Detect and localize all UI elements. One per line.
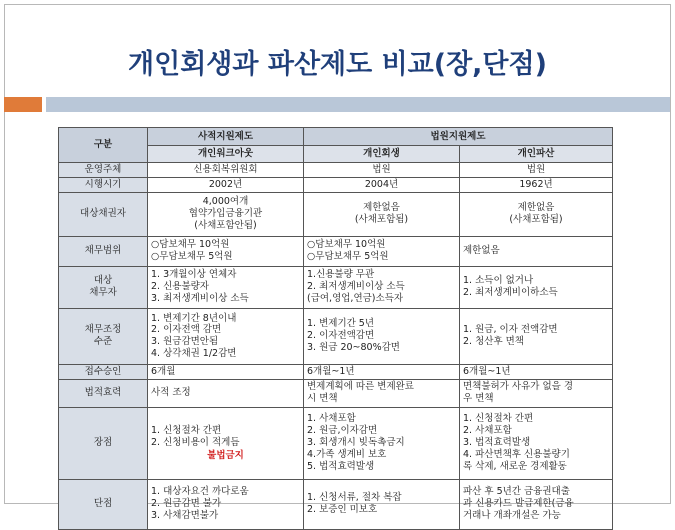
- cell-line: 6개월~1년: [307, 365, 355, 377]
- cell-line: 록 삭제, 새로운 경제활동: [463, 460, 567, 472]
- cell-line: 거래나 개좌개설은 가능: [463, 510, 561, 522]
- table-cell-c1: [148, 308, 304, 364]
- table-cell-c2: [304, 266, 460, 308]
- table-cell-c3: [460, 379, 613, 407]
- cell-line: 1. 신청서류, 절차 복잡: [307, 492, 402, 504]
- table-row: [59, 407, 613, 479]
- cell-line: 2002년: [208, 178, 243, 190]
- cell-line: 1. 대상자요건 까다로움: [151, 486, 249, 498]
- table-cell-c1: [148, 177, 304, 192]
- cell-line: 2. 신용불량자: [151, 281, 209, 293]
- cell-line: 3. 법적효력발생: [463, 437, 531, 449]
- row-label: [59, 407, 148, 479]
- table-cell-c3: [460, 407, 613, 479]
- table-cell-c2: [304, 407, 460, 479]
- cell-line: 1. 소득이 없거나: [463, 275, 534, 287]
- cell-line: 2. 사채포함: [463, 425, 512, 437]
- cell-line: 변제계획에 따른 변제완료: [307, 381, 414, 393]
- table-cell-c2: [304, 364, 460, 379]
- cell-line: ○담보채무 10억원: [151, 239, 230, 251]
- row-label: [59, 379, 148, 407]
- header-private-support: 사적지원제도: [148, 128, 304, 146]
- cell-line: 1. 신청절차 간편: [463, 413, 534, 425]
- table-cell-c2: [304, 192, 460, 236]
- cell-line: 2. 원금,이자감면: [307, 425, 378, 437]
- table-row: [59, 163, 613, 178]
- table-cell-c3: [460, 192, 613, 236]
- header-workout: 개인워크아웃: [148, 146, 304, 163]
- table-cell-c1: [148, 479, 304, 529]
- table-row: [59, 266, 613, 308]
- cell-line: 파산 후 5년간 금융권대출: [463, 486, 570, 498]
- table-cell-c2: [304, 479, 460, 529]
- table-cell-c1: [148, 407, 304, 479]
- cell-line: (사채포함됨): [354, 214, 409, 226]
- table-cell-c2: [304, 236, 460, 266]
- cell-line: 법원: [372, 164, 391, 175]
- cell-line: 협약가입금융기관: [188, 208, 263, 220]
- row-label: [59, 364, 148, 379]
- cell-line: 2. 원금감면 불가: [151, 498, 222, 510]
- cell-line: 면책불허가 사유가 없을 경: [463, 381, 574, 393]
- row-label-text: 대상채권자: [80, 208, 126, 220]
- cell-line: 1.신용불량 무관: [307, 269, 375, 281]
- cell-line: 3. 사채감면불가: [151, 510, 219, 522]
- cell-line: 2. 이자전액감면: [307, 330, 375, 342]
- header-rehabilitation: 개인회생: [304, 146, 460, 163]
- table-cell-c3: [460, 236, 613, 266]
- cell-line: 제한없음: [517, 202, 555, 214]
- cell-line: 2. 최저생계비이하소득: [463, 287, 558, 299]
- cell-line: 우 면책: [463, 393, 494, 405]
- table-row: [59, 236, 613, 266]
- row-label-text: 접수승인: [84, 365, 122, 377]
- table-cell-c1: [148, 192, 304, 236]
- row-label-text: 장점: [93, 437, 113, 449]
- row-label: [59, 163, 148, 178]
- table-cell-c1: [148, 163, 304, 178]
- cell-line: ○담보채무 10억원: [307, 239, 386, 251]
- row-label-text: 채무범위: [84, 245, 122, 257]
- cell-line: (급여,영업,연금)소득자: [307, 293, 404, 305]
- cell-line: 3. 회생개시 빚독촉금지: [307, 437, 405, 449]
- cell-line: ○무담보채무 5억원: [151, 251, 233, 263]
- cell-line: 2. 청산후 면책: [463, 336, 524, 348]
- table-cell-c2: [304, 163, 460, 178]
- table-cell-c1: [148, 236, 304, 266]
- cell-line: 2004년: [364, 178, 399, 190]
- cell-line: 5. 법적효력발생: [307, 460, 375, 472]
- table-cell-c3: [460, 308, 613, 364]
- cell-line: 과 신용카드 발급제한(금융: [463, 498, 574, 510]
- cell-line: 1. 원금, 이자 전액감면: [463, 324, 558, 336]
- comparison-table: [58, 127, 613, 530]
- cell-line: 1. 사채포함: [307, 413, 356, 425]
- cell-line: 시 면책: [307, 393, 338, 405]
- cell-line: 4. 상각채권 1/2감면: [151, 348, 237, 360]
- cell-line: 1. 3개월이상 연체자: [151, 269, 237, 281]
- cell-line: 4,000여개: [202, 196, 249, 208]
- cell-line: 6개월~1년: [463, 365, 511, 377]
- prohibited-stamp: 불법금지: [207, 449, 244, 461]
- header-bankruptcy: 개인파산: [460, 146, 613, 163]
- table-cell-c2: [304, 379, 460, 407]
- cell-line: 1. 변제기간 8년이내: [151, 312, 237, 324]
- row-label: [59, 266, 148, 308]
- comparison-table-wrapper: [58, 127, 612, 530]
- row-label: [59, 479, 148, 529]
- cell-line: (사채포함됨): [509, 214, 563, 226]
- cell-line: 3. 원금 20~80%감면: [307, 342, 400, 354]
- row-label: [59, 308, 148, 364]
- row-label: [59, 236, 148, 266]
- cell-line: 신용회복위원회: [193, 164, 258, 175]
- table-cell-c1: [148, 364, 304, 379]
- cell-line: 3. 원금감면안됨: [151, 336, 219, 348]
- cell-line: 2. 신청비용이 적게듬: [151, 436, 240, 448]
- table-row: [59, 379, 613, 407]
- table-cell-c3: [460, 163, 613, 178]
- row-label-text: 법적효력: [84, 387, 122, 399]
- table-cell-c2: [304, 177, 460, 192]
- cell-line: 제한없음: [463, 245, 500, 257]
- header-category: 구분: [59, 128, 148, 163]
- cell-line: 사적 조정: [151, 387, 191, 399]
- table-cell-c1: [148, 379, 304, 407]
- header-row-1: [59, 128, 613, 146]
- cell-line: 2. 보증인 미보호: [307, 504, 378, 516]
- table-row: [59, 192, 613, 236]
- table-cell-c3: [460, 364, 613, 379]
- cell-line: 1962년: [519, 178, 553, 190]
- cell-line: 1. 신청절차 간편: [151, 424, 222, 436]
- table-cell-c2: [304, 308, 460, 364]
- cell-line: 4.가족 생계비 보호: [307, 449, 387, 461]
- row-label-text: 수준: [93, 336, 113, 348]
- cell-line: 6개월: [151, 365, 176, 377]
- cell-line: 1. 변제기간 5년: [307, 318, 375, 330]
- accent-bar-orange: [4, 97, 42, 112]
- cell-line: (사채포함안됨): [194, 220, 257, 232]
- row-label-text: 채무자: [89, 287, 117, 299]
- cell-line: 2. 이자전액 감면: [151, 324, 222, 336]
- table-cell-c1: [148, 266, 304, 308]
- slide-title: 개인회생과 파산제도 비교(장,단점): [128, 49, 547, 80]
- accent-bar-blue: [46, 97, 670, 112]
- table-row: [59, 364, 613, 379]
- table-cell-c3: [460, 177, 613, 192]
- header-court-support: 법원지원제도: [304, 128, 613, 146]
- row-label: [59, 192, 148, 236]
- row-label-text: 단점: [93, 498, 113, 510]
- cell-line: ○무담보채무 5억원: [307, 251, 389, 263]
- cell-line: 2. 최저생계비이상 소득: [307, 281, 405, 293]
- cell-line: 제한없음: [363, 202, 400, 214]
- table-cell-c3: [460, 266, 613, 308]
- cell-line: 4. 파산면책후 신용불량기: [463, 449, 570, 461]
- row-label-text: 시행시기: [84, 178, 122, 190]
- cell-line: 법원: [526, 164, 546, 175]
- row-label: [59, 177, 148, 192]
- table-row: [59, 177, 613, 192]
- cell-line: 3. 최저생계비이상 소득: [151, 293, 249, 305]
- table-cell-c3: [460, 479, 613, 529]
- row-label-text: 채무조정: [84, 324, 122, 336]
- row-label-text: 대상: [93, 275, 113, 287]
- row-label-text: 운영주체: [84, 164, 122, 175]
- table-row: [59, 308, 613, 364]
- table-row: [59, 479, 613, 529]
